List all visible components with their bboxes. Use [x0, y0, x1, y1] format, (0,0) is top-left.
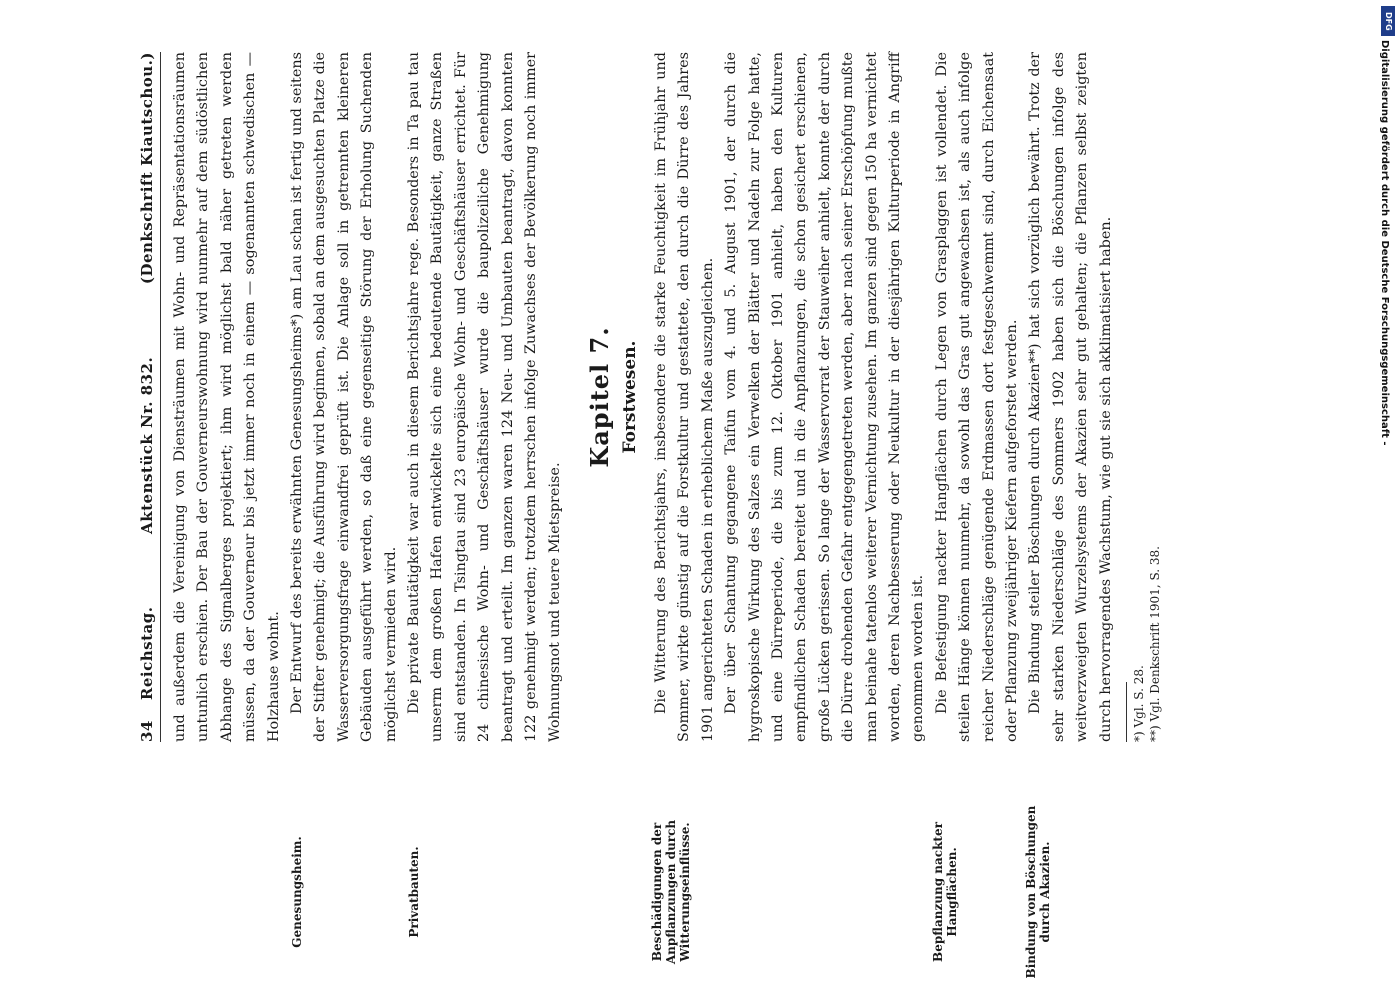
chapter-subtitle: Forstwesen. — [619, 340, 640, 454]
paragraph-block — [930, 52, 1025, 962]
footnote-rule — [1126, 682, 1127, 742]
credit-text: Digitalisierung gefördert durch die Deutsche Forschungsgemeinschaft - — [1379, 40, 1390, 446]
dfg-logo: DFG — [1381, 6, 1395, 36]
footnote: **) Vgl. Denkschrift 1901, S. 38. — [1148, 546, 1163, 742]
paragraph: und außerdem die Vereinigung von Diensträumen mit Wohn- und Repräsentationsräumen untunlich erschien. Der Bau der Gouverneurswohnung wird nunmehr auf dem südöstlichen Abhange des Signalberges projektiert; ihm wird möglichst bald näher getreten werden müssen, da der Gouverneur bis jetzt immer noch in einem — sogenannten schwedischen — Holzhause wohnt. — [172, 52, 282, 742]
page-number: 34 — [138, 720, 156, 742]
paragraph-block — [720, 52, 931, 742]
paragraph: Die Befestigung nackter Hangflächen durch Legen von Grasplaggen ist vollendet. Die steilen Hänge können nunmehr, da sowohl das Gras gut angewachsen ist, als auch infolge reicher Niederschläge genügende Erdmassen dort festgeschwemmt sind, durch Eichensaat oder Pflanzung zweijähriger Kiefern aufgeforstet werden. — [933, 52, 1020, 742]
paragraph: Die Bindung steiler Böschungen durch Akazien**) hat sich vorzüglich bewährt. Trotz der sehr starken Niederschläge des Sommers 1902 haben sich die Böschungen infolge des weitverzweigten Wurzelsystems der Akazien sehr gut gehalten; die Pflanzen selbst zeigten durch hervorragendes Wachstum, wie gut sie sich akklimatisiert haben. — [1027, 52, 1114, 742]
paragraph: Die private Bautätigkeit war auch in diesem Berichtsjahre rege. Besonders in Ta pau tau unserm dem großen Hafen entwickelte sich eine bedeutende Bautätigkeit, ganze Straßen sind entstanden. In Tsingtau sind 23 europäische Wohn- und Geschäftshäuser errichtet. Für 24 chinesische Wohn- und Geschäftshäuser wurde die baupolizeiliche Genehmigung beantragt und erteilt. Im ganzen waren 124 Neu- und Umbauten beantragt, davon konnten 122 genehmigt werden; trotzdem herrschen infolge Zuwachses der Bevölkerung noch immer Wohnungsnot und teuere Mietspreise. — [406, 52, 563, 742]
chapter-title: Kapitel 7. — [584, 326, 614, 468]
margin-note: Beschädigungen der Anpflanzungen durch Witterungseinflüsse. — [649, 819, 692, 965]
footnote: *) Vgl. S. 28. — [1132, 665, 1147, 742]
page-content — [138, 52, 1163, 979]
margin-note: Privatbauten. — [407, 846, 422, 938]
header-right: (Denkschrift Kiautschou.) — [138, 52, 156, 285]
header-left: Reichstag. — [138, 606, 156, 701]
paragraph: Der Entwurf des bereits erwähnten Genesungsheims*) am Lau schan ist fertig und seitens der Stifter genehmigt; die Ausführung wird beginnen, sobald an dem ausgesuchten Platze die Wasserversorgungsfrage einwandfrei geprüft ist. Die Anlage soll in getrennten kleineren Gebäuden ausgeführt werden, so daß eine gegenseitige Störung der Erholung Suchenden möglichst vermieden wird. — [289, 52, 399, 742]
paragraph: Der über Schantung gegangene Taifun vom 4. und 5. August 1901, der durch die hygroskopische Wirkung des Salzes ein Verwelken der Blätter und Nadeln zur Folge hatte, und eine Dürreperiode, die bis zum 12. Oktober 1901 anhielt, haben den Kulturen empfindlichen Schaden bereitet und in die Anpflanzungen, die schon gesichert erschienen, große Lücken gerissen. So lange der Wasservorrat der Stauweiher anhielt, konnte der durch die Dürre drohenden Gefahr entgegengetreten werden, aber nach seiner Erschöpfung mußte man beinahe tatenlos weiterer Vernichtung zusehen. Im ganzen sind gegen 150 ha vernichtet worden, deren Nachbesserung oder Neukultur in der diesjährigen Kulturperiode in Angriff genommen worden ist. — [723, 52, 927, 742]
paragraph-block — [403, 52, 567, 938]
paragraph-block — [286, 52, 403, 948]
credit-sidebar — [1375, 40, 1393, 460]
margin-note: Bindung von Böschungen durch Akazien. — [1024, 805, 1053, 979]
margin-note: Bepflanzung nackter Hangflächen. — [930, 822, 959, 962]
header-center: Aktenstück Nr. 832. — [138, 356, 156, 534]
paragraph-block — [169, 52, 286, 742]
paragraph-block — [649, 52, 720, 965]
running-header — [138, 52, 161, 742]
margin-note: Genesungsheim. — [290, 836, 305, 948]
paragraph: Die Witterung des Berichtsjahrs, insbesondere die starke Feuchtigkeit im Frühjahr und Sommer, wirkte günstig auf die Forstkultur und gestattete, den durch die Dürre des Jahres 1901 angerichteten Schaden in erheblichem Maße auszugleichen. — [652, 52, 716, 742]
paragraph-block — [1024, 52, 1118, 979]
